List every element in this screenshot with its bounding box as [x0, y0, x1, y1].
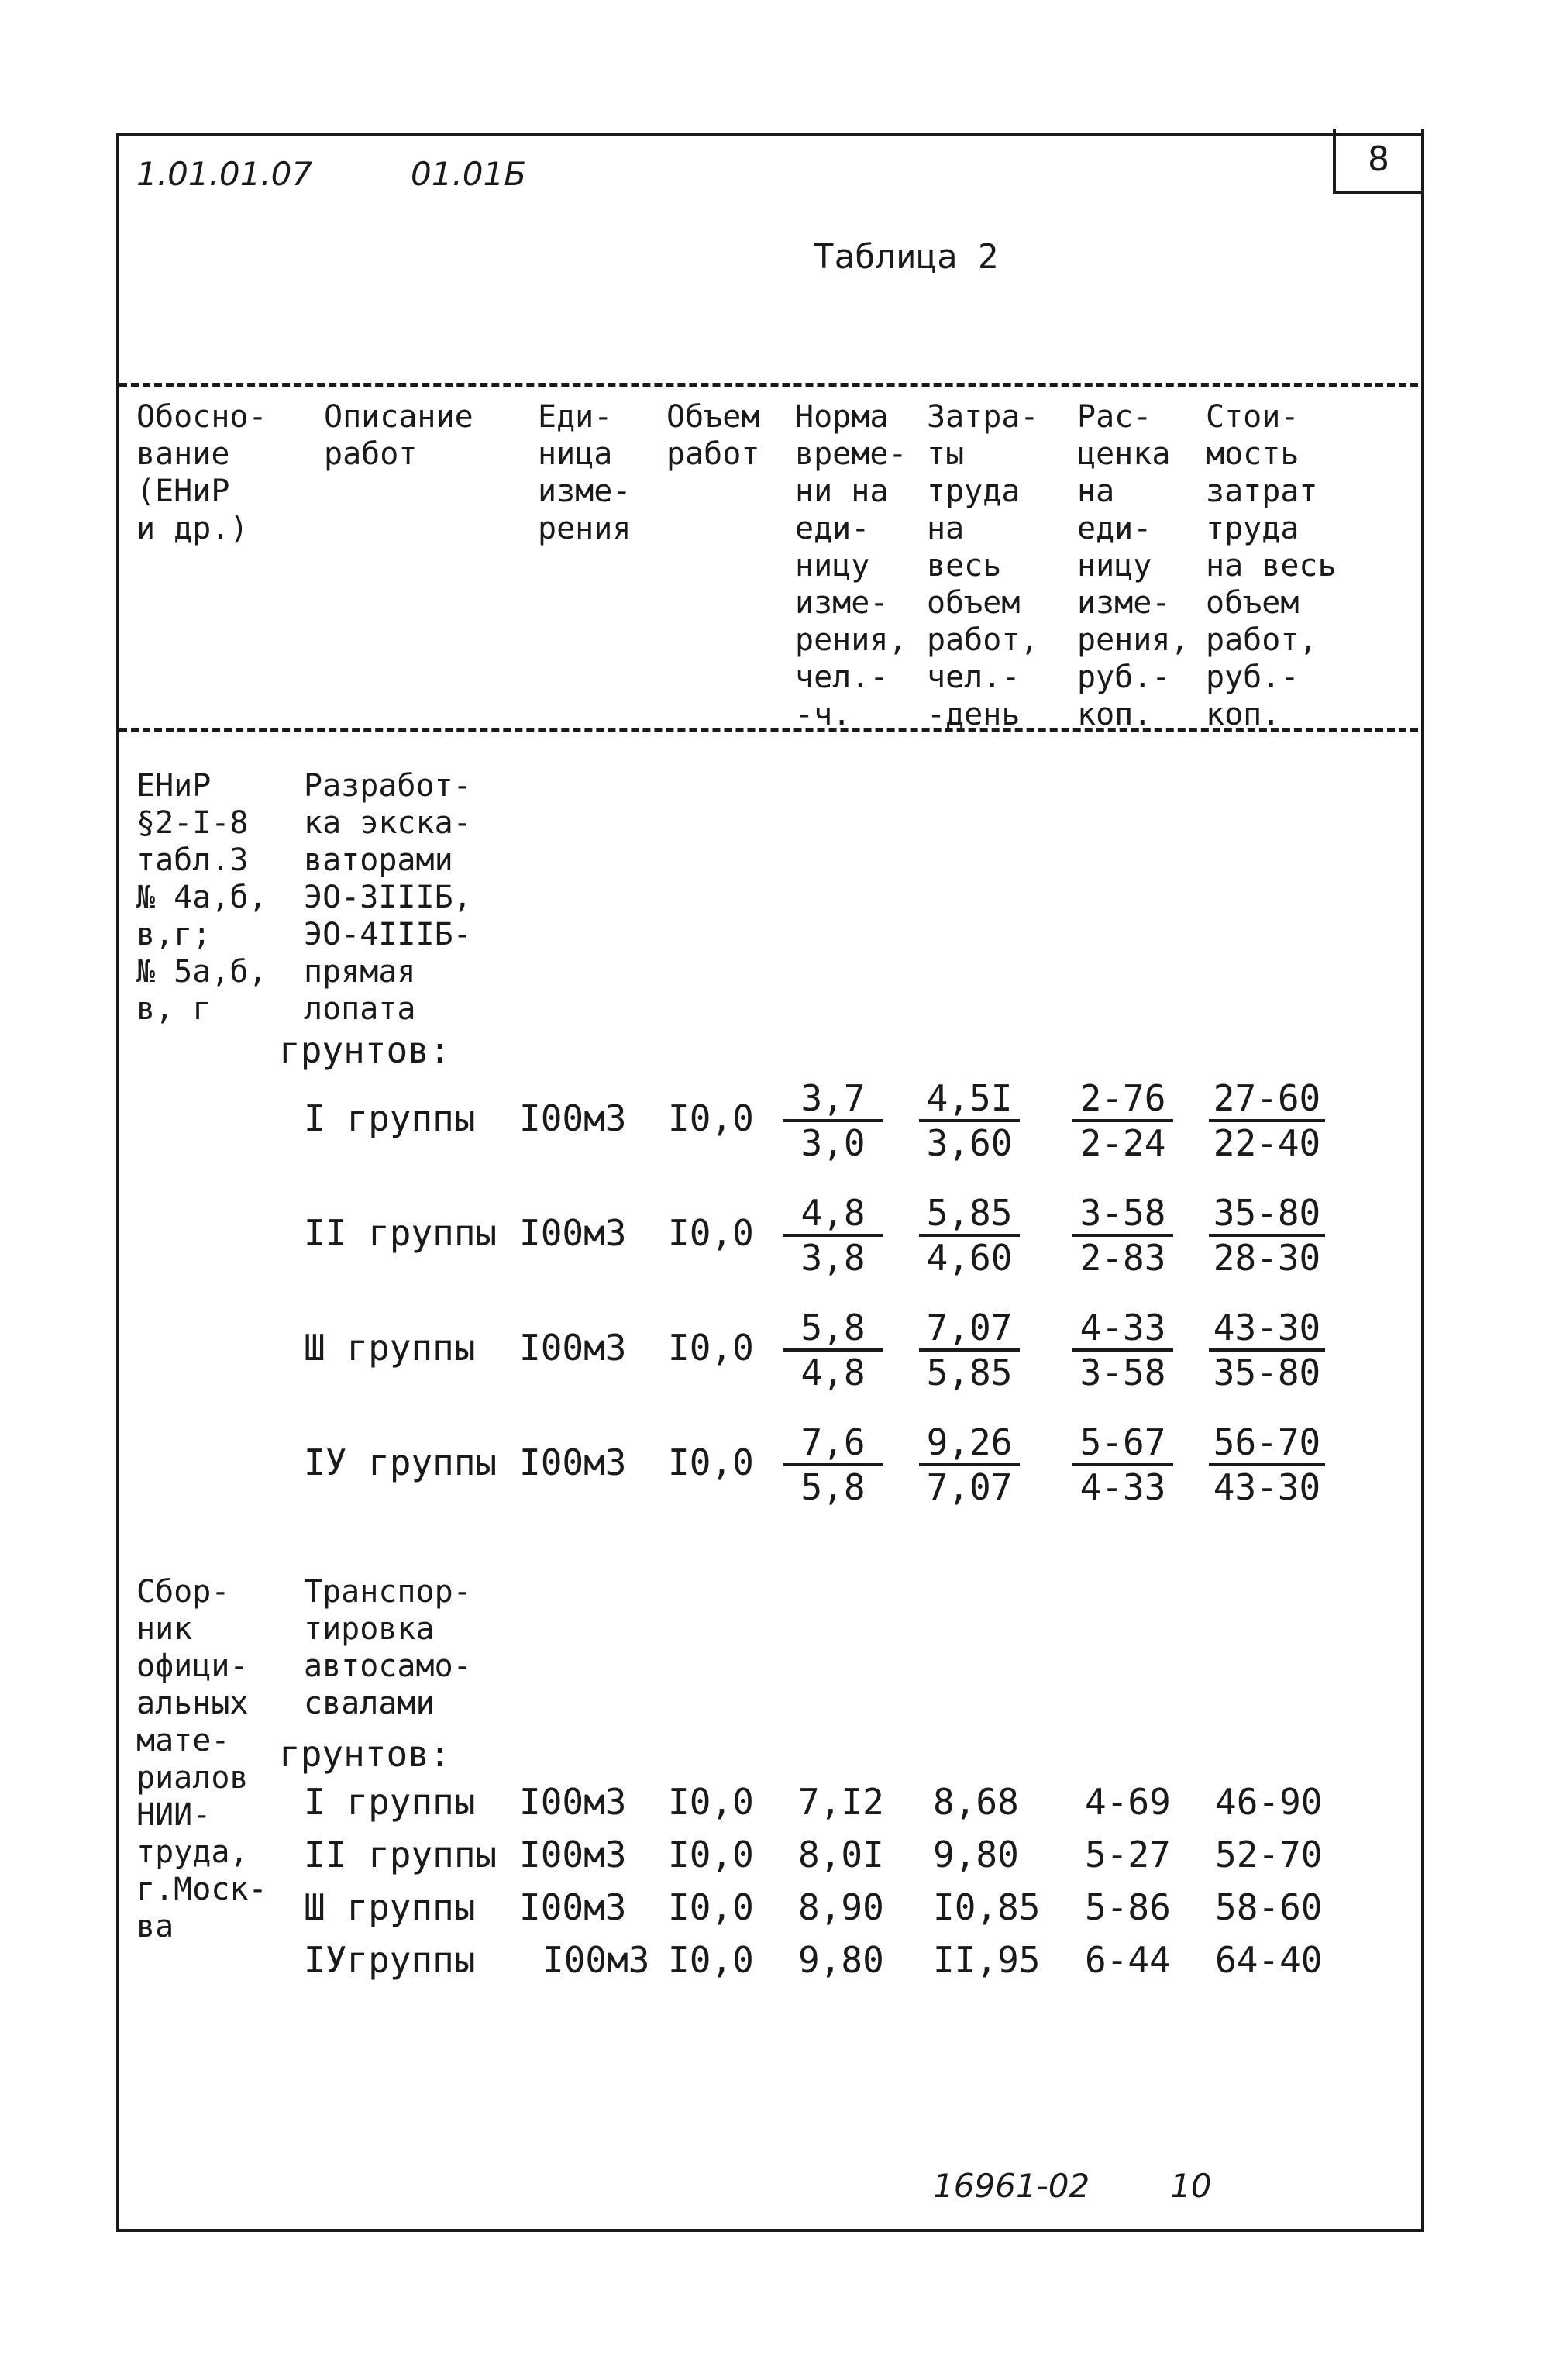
row-group: Ш группы — [304, 1327, 476, 1369]
cost-denominator: 43-30 — [1213, 1466, 1321, 1508]
section1-subheading: грунтов: — [279, 1029, 451, 1071]
labor-fraction — [919, 1307, 1020, 1393]
row-rate: 5-86 — [1085, 1886, 1171, 1928]
norm-denominator: 3,0 — [800, 1122, 866, 1164]
header-top-divider — [119, 383, 1418, 387]
col-header-cost: Стои- мость затрат труда на весь объем работ, руб.- коп. — [1206, 399, 1337, 732]
row-norm: 7,I2 — [798, 1781, 884, 1823]
labor-fraction — [919, 1192, 1020, 1279]
row-group: IУ группы — [304, 1441, 497, 1483]
rate-fraction — [1072, 1192, 1173, 1279]
row-labor: II,95 — [933, 1939, 1041, 1981]
table-title: Таблица 2 — [814, 237, 999, 277]
row-labor: 8,68 — [933, 1781, 1019, 1823]
document-code-left: 1.01.01.07 — [136, 155, 313, 193]
footer-sheet-number: 10 — [1170, 2167, 1212, 2205]
labor-fraction — [919, 1421, 1020, 1508]
cost-fraction — [1209, 1192, 1325, 1279]
norm-numerator: 7,6 — [783, 1421, 883, 1466]
labor-fraction — [919, 1077, 1020, 1164]
cost-denominator: 35-80 — [1213, 1352, 1321, 1393]
row-unit: I00м3 — [519, 1781, 627, 1823]
labor-denominator: 5,85 — [926, 1352, 1013, 1393]
row-rate: 5-27 — [1085, 1834, 1171, 1875]
section2-subheading: грунтов: — [279, 1733, 451, 1775]
rate-denominator: 4-33 — [1079, 1466, 1166, 1508]
row-cost: 58-60 — [1215, 1886, 1323, 1928]
cost-fraction — [1209, 1307, 1325, 1393]
col-header-norm: Норма време- ни на еди- ницу изме- рения, чел.- -ч. — [795, 399, 907, 732]
cost-numerator: 56-70 — [1209, 1421, 1325, 1466]
rate-numerator: 5-67 — [1072, 1421, 1173, 1466]
row-norm: 8,90 — [798, 1886, 884, 1928]
row-cost: 46-90 — [1215, 1781, 1323, 1823]
col-header-rate: Рас- ценка на еди- ницу изме- рения, руб.- коп. — [1077, 399, 1189, 732]
col-header-volume: Объем работ — [666, 399, 760, 472]
cost-numerator: 35-80 — [1209, 1192, 1325, 1237]
rate-fraction — [1072, 1077, 1173, 1164]
row-group: IУгруппы — [304, 1939, 476, 1981]
norm-fraction — [783, 1307, 883, 1393]
rate-denominator: 3-58 — [1079, 1352, 1166, 1393]
row-unit: I00м3 — [519, 1097, 627, 1139]
row-group: II группы — [304, 1212, 497, 1254]
row-rate: 6-44 — [1085, 1939, 1171, 1981]
col-header-description: Описание работ — [324, 399, 473, 472]
norm-fraction — [783, 1192, 883, 1279]
row-volume: I0,0 — [668, 1441, 754, 1483]
document-code-mid: 01.01Б — [411, 155, 527, 193]
row-unit: I00м3 — [519, 1834, 627, 1875]
row-norm: 8,0I — [798, 1834, 884, 1875]
norm-numerator: 4,8 — [783, 1192, 883, 1237]
row-unit: I00м3 — [542, 1939, 650, 1981]
cost-denominator: 22-40 — [1213, 1122, 1321, 1164]
norm-denominator: 4,8 — [800, 1352, 866, 1393]
rate-fraction — [1072, 1307, 1173, 1393]
row-volume: I0,0 — [668, 1212, 754, 1254]
labor-numerator: 9,26 — [919, 1421, 1020, 1466]
row-group: I группы — [304, 1781, 476, 1823]
cost-fraction — [1209, 1077, 1325, 1164]
norm-denominator: 3,8 — [800, 1237, 866, 1279]
rate-numerator: 2-76 — [1072, 1077, 1173, 1122]
cost-fraction — [1209, 1421, 1325, 1508]
norm-denominator: 5,8 — [800, 1466, 866, 1508]
row-volume: I0,0 — [668, 1939, 754, 1981]
norm-fraction — [783, 1421, 883, 1508]
col-header-unit: Еди- ница изме- рения — [538, 399, 632, 546]
row-volume: I0,0 — [668, 1327, 754, 1369]
cost-numerator: 43-30 — [1209, 1307, 1325, 1352]
labor-denominator: 7,07 — [926, 1466, 1013, 1508]
row-unit: I00м3 — [519, 1212, 627, 1254]
norm-fraction — [783, 1077, 883, 1164]
labor-numerator: 5,85 — [919, 1192, 1020, 1237]
labor-denominator: 3,60 — [926, 1122, 1013, 1164]
section2-basis: Сбор- ник офици- альных мате- риалов НИИ- труда, г.Моск- ва — [136, 1574, 267, 1944]
norm-numerator: 3,7 — [783, 1077, 883, 1122]
cost-denominator: 28-30 — [1213, 1237, 1321, 1279]
row-unit: I00м3 — [519, 1886, 627, 1928]
row-group: II группы — [304, 1834, 497, 1875]
labor-numerator: 7,07 — [919, 1307, 1020, 1352]
row-group: I группы — [304, 1097, 476, 1139]
section1-description: Разработ- ка экска- ваторами ЭО-3IIIБ, ЭО-4IIIБ- прямая лопата — [304, 768, 472, 1027]
row-volume: I0,0 — [668, 1834, 754, 1875]
footer-doc-number: 16961-02 — [933, 2167, 1090, 2205]
rate-denominator: 2-24 — [1079, 1122, 1166, 1164]
norm-numerator: 5,8 — [783, 1307, 883, 1352]
row-labor: 9,80 — [933, 1834, 1019, 1875]
row-cost: 64-40 — [1215, 1939, 1323, 1981]
labor-numerator: 4,5I — [919, 1077, 1020, 1122]
row-norm: 9,80 — [798, 1939, 884, 1981]
row-unit: I00м3 — [519, 1327, 627, 1369]
rate-fraction — [1072, 1421, 1173, 1508]
rate-numerator: 3-58 — [1072, 1192, 1173, 1237]
labor-denominator: 4,60 — [926, 1237, 1013, 1279]
rate-numerator: 4-33 — [1072, 1307, 1173, 1352]
row-labor: I0,85 — [933, 1886, 1041, 1928]
row-volume: I0,0 — [668, 1097, 754, 1139]
row-group: Ш группы — [304, 1886, 476, 1928]
header-bottom-divider — [119, 728, 1418, 732]
row-volume: I0,0 — [668, 1781, 754, 1823]
section2-description: Транспор- тировка автосамо- свалами — [304, 1574, 472, 1721]
col-header-basis: Обосно- вание (ЕНиР и др.) — [136, 399, 267, 546]
rate-denominator: 2-83 — [1079, 1237, 1166, 1279]
page-number: 8 — [1333, 129, 1424, 194]
row-cost: 52-70 — [1215, 1834, 1323, 1875]
row-unit: I00м3 — [519, 1441, 627, 1483]
col-header-labor: Затра- ты труда на весь объем работ, чел.- -день — [927, 399, 1039, 732]
cost-numerator: 27-60 — [1209, 1077, 1325, 1122]
row-rate: 4-69 — [1085, 1781, 1171, 1823]
row-volume: I0,0 — [668, 1886, 754, 1928]
section1-basis: ЕНиР §2-I-8 табл.3 № 4а,б, в,г; № 5а,б, в, г — [136, 768, 267, 1027]
